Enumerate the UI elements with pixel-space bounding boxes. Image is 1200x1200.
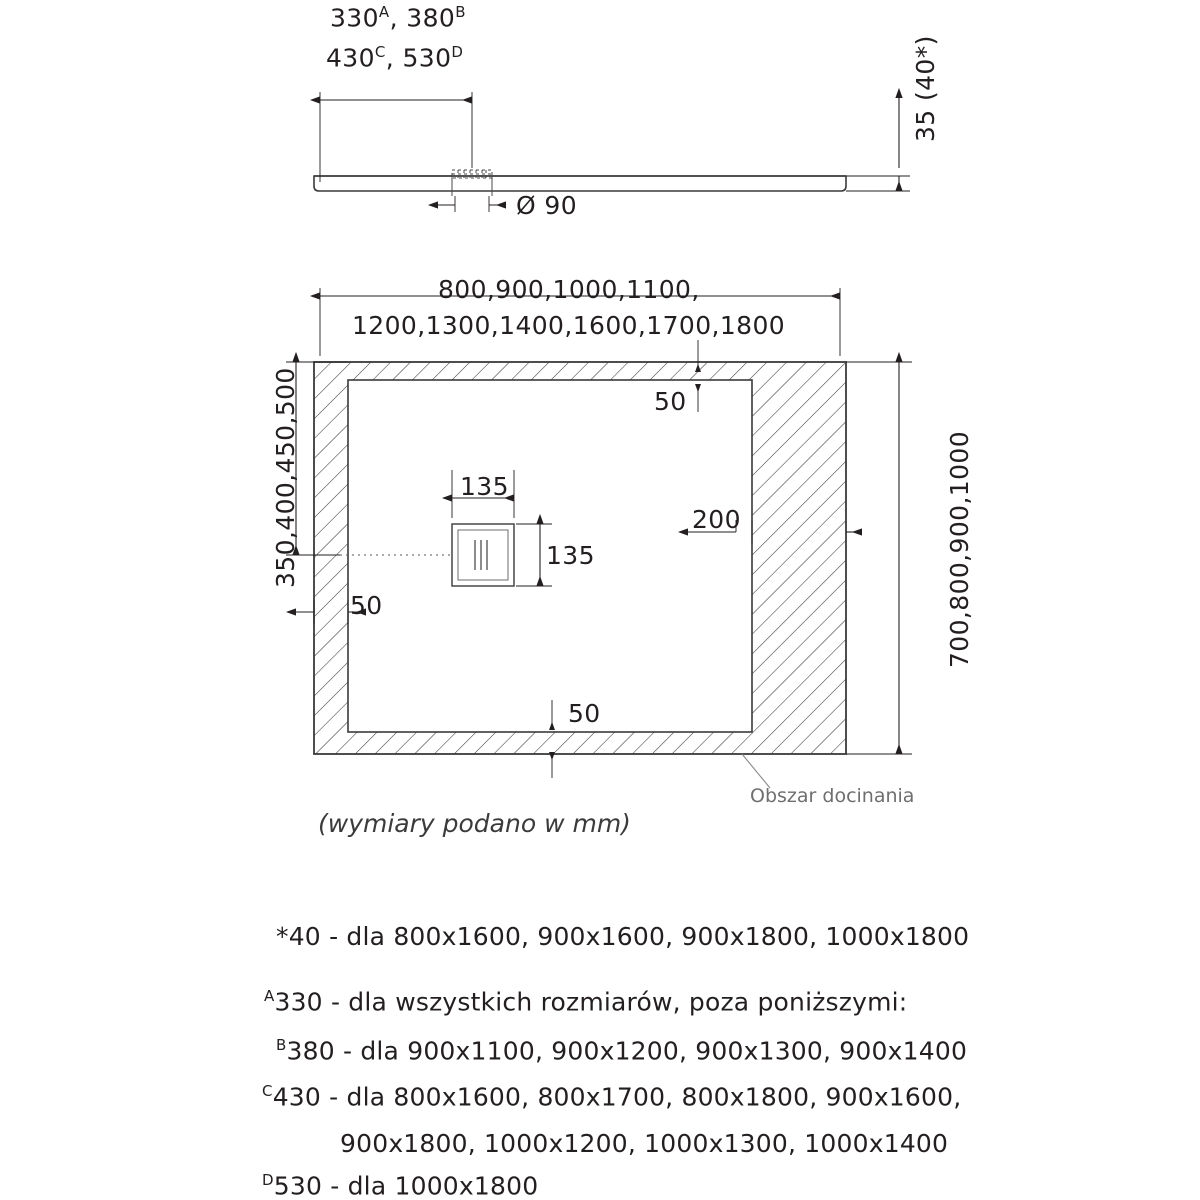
footnote-d: $^D$530 - dla 1000x1800 [262, 1171, 539, 1200]
label-drain-offset-line1: $330^A$, $380^B$ [330, 3, 466, 33]
label-drain-offset-line2: $430^C$, $530^D$ [326, 43, 464, 73]
footnote-a: $^A$330 - dla wszystkich rozmiarów, poza poniższymi: [264, 987, 908, 1017]
label-edge-right: 200 [692, 505, 741, 534]
label-plan-inner-height: 350,400,450,500 [271, 367, 300, 588]
label-plan-width-line1: 800,900,1000,1100, [438, 275, 700, 304]
label-drain-height: 135 [546, 541, 595, 570]
label-plan-width-line2: 1200,1300,1400,1600,1700,1800 [352, 311, 786, 340]
label-edge-left: 50 [350, 591, 383, 620]
label-cut-area: Obszar docinania [750, 785, 915, 807]
footnote-b: $^B$380 - dla 900x1100, 900x1200, 900x1300, 900x1400 [276, 1036, 968, 1066]
label-drain-diameter: Ø 90 [516, 191, 578, 220]
footnote-c-continued: 900x1800, 1000x1200, 1000x1300, 1000x1400 [340, 1129, 949, 1158]
label-thickness: 35 (40*) [911, 35, 940, 142]
footnote-asterisk: *40 - dla 800x1600, 900x1600, 900x1800, 1000x1800 [276, 922, 970, 951]
label-plan-outer-height: 700,800,900,1000 [945, 430, 974, 668]
label-edge-bottom: 50 [568, 699, 601, 728]
label-units-note: (wymiary podano w mm) [318, 809, 631, 838]
label-drain-width: 135 [460, 472, 509, 501]
footnote-c: $^C$430 - dla 800x1600, 800x1700, 800x1800, 900x1600, [262, 1082, 962, 1112]
label-edge-top: 50 [654, 387, 687, 416]
